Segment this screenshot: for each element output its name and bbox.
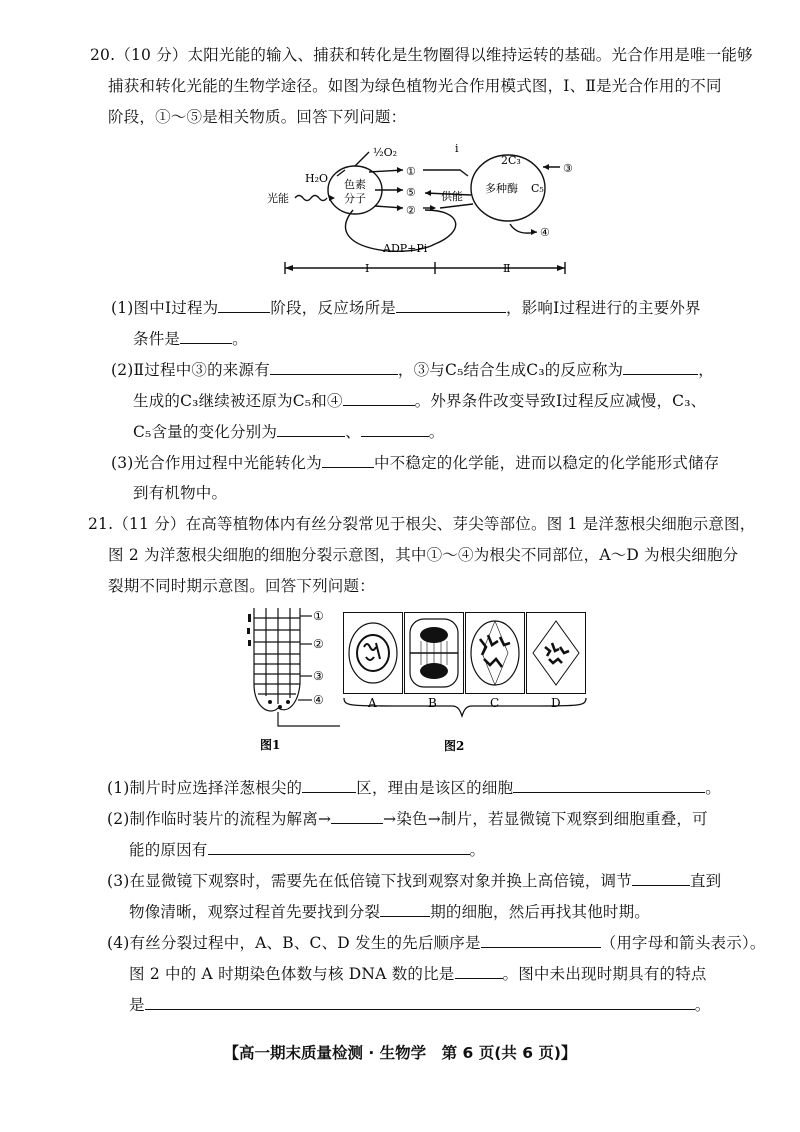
q21-sub4-line3: 是 。: [129, 993, 710, 1016]
answer-blank[interactable]: [481, 931, 601, 948]
q21-stem-line-2: 图 2 为洋葱根尖细胞的细胞分裂示意图，其中①～④为根尖不同部位，A～D 为根尖细胞分: [108, 546, 739, 564]
light-label: 光能: [267, 192, 289, 205]
answer-blank[interactable]: [343, 389, 415, 406]
figure-2-caption: 图2: [444, 739, 465, 753]
stage-1-label: Ⅰ: [365, 262, 370, 275]
cell-panel-d: [526, 612, 586, 694]
answer-blank[interactable]: [208, 838, 470, 855]
root-tip-figure: [240, 604, 340, 754]
q21-sub1-line1: (1)制片时应选择洋葱根尖的 区，理由是该区的细胞 。: [107, 776, 721, 799]
connector-line: [278, 712, 340, 726]
q20-sub3-line2: 到有机物中。: [133, 484, 228, 502]
enzymes-label: 多种酶: [485, 182, 518, 195]
answer-blank[interactable]: [396, 296, 506, 313]
answer-blank[interactable]: [380, 900, 430, 917]
q21-sub4-line2: 图 2 中的 A 时期染色体数与核 DNA 数的比是 。图中未出现时期具有的特点: [129, 962, 707, 985]
answer-blank[interactable]: [277, 420, 345, 437]
c5-label: C₅: [531, 182, 544, 195]
q21-stem-line-3: 裂期不同时期示意图。回答下列问题：: [108, 577, 375, 595]
q20-sub2-line1: (2)Ⅱ过程中③的来源有 ，③与C₅结合生成C₃的反应称为 ，: [111, 358, 714, 381]
root-part-4-label: ④: [313, 693, 324, 707]
q20-sub2-line2: 生成的C₃继续被还原为C₅和④ 。外界条件改变导致Ⅰ过程反应减慢，C₃、: [133, 389, 706, 412]
h2o-label: H₂O: [305, 172, 329, 185]
q21-sub4-line1: (4)有丝分裂过程中，A、B、C、D 发生的先后顺序是 （用字母和箭头表示）。: [107, 931, 766, 954]
cell-panel-c: [465, 612, 525, 694]
q20-stem-line-2: 捕获和转化光能的生物学途径。如图为绿色植物光合作用模式图，Ⅰ、Ⅱ是光合作用的不同: [108, 77, 722, 95]
stray-mark: i: [455, 142, 459, 155]
answer-blank[interactable]: [632, 869, 690, 886]
answer-blank[interactable]: [270, 358, 398, 375]
c3-label: 2C₃: [501, 154, 521, 167]
panel-d-label: D: [551, 696, 561, 710]
answer-blank[interactable]: [302, 776, 356, 793]
panel-a-label: A: [368, 696, 377, 710]
supply-energy-label: 供能: [441, 190, 463, 203]
panel-c-label: C: [490, 696, 500, 710]
answer-blank[interactable]: [361, 420, 429, 437]
answer-blank[interactable]: [180, 327, 232, 344]
pigment-label-2: 分子: [344, 192, 366, 205]
answer-blank[interactable]: [218, 296, 270, 313]
answer-blank[interactable]: [623, 358, 698, 375]
q21-sub3-line1: (3)在显微镜下观察时，需要先在低倍镜下找到观察对象并换上高倍镜，调节 直到: [107, 869, 721, 892]
q21-stem-line-1: 21.（11 分）在高等植物体内有丝分裂常见于根尖、芽尖等部位。图 1 是洋葱根尖细胞示意图，: [88, 515, 756, 533]
photosynthesis-diagram: [265, 140, 585, 285]
substance-2-label: ②: [406, 204, 416, 217]
pigment-label-1: 色素: [344, 178, 366, 191]
substance-4-label: ④: [540, 226, 550, 239]
page-footer: 【高一期末质量检测 · 生物学 第 6 页(共 6 页)】: [223, 1044, 577, 1062]
q20-stem-line-1: 20.（10 分）太阳光能的输入、捕获和转化是生物圈得以维持运转的基础。光合作用是唯一能够: [90, 46, 753, 64]
substance-1-label: ①: [406, 165, 416, 178]
o2-label: ½O₂: [373, 146, 398, 159]
q21-sub2-line2: 能的原因有 。: [129, 838, 485, 861]
q20-sub1-line1: (1)图中Ⅰ过程为 阶段，反应场所是 ，影响Ⅰ过程进行的主要外界: [111, 296, 701, 319]
stage-2-label: Ⅱ: [503, 262, 511, 275]
panel-b-label: B: [428, 696, 437, 710]
root-outline: [254, 608, 300, 711]
root-part-1-label: ①: [313, 609, 324, 623]
q21-sub3-line2: 物像清晰，观察过程首先要找到分裂 期的细胞，然后再找其他时期。: [129, 900, 650, 923]
cell-panel-b: [404, 612, 464, 694]
figure-1-caption: 图1: [260, 738, 281, 752]
q21-sub2-line1: (2)制作临时装片的流程为解离→ →染色→制片，若显微镜下观察到细胞重叠，可: [107, 807, 708, 830]
q20-sub3-line1: (3)光合作用过程中光能转化为 中不稳定的化学能，进而以稳定的化学能形式储存: [111, 451, 719, 474]
root-part-2-label: ②: [313, 637, 324, 651]
answer-blank[interactable]: [455, 962, 503, 979]
substance-5-label: ⑤: [406, 186, 416, 199]
figure-2-bracket: [340, 694, 590, 754]
substance-3-label: ③: [563, 162, 573, 175]
q20-sub2-line3: C₅含量的变化分别为 、 。: [133, 420, 444, 443]
adp-pi-label: ADP+Pi: [383, 242, 428, 255]
q20-sub1-line2: 条件是 。: [133, 327, 248, 350]
answer-blank[interactable]: [513, 776, 705, 793]
answer-blank[interactable]: [145, 993, 695, 1010]
answer-blank[interactable]: [331, 807, 383, 824]
cell-panel-a: [343, 612, 403, 694]
root-part-3-label: ③: [313, 669, 324, 683]
q20-stem-line-3: 阶段，①～⑤是相关物质。回答下列问题：: [108, 108, 407, 126]
answer-blank[interactable]: [322, 451, 374, 468]
